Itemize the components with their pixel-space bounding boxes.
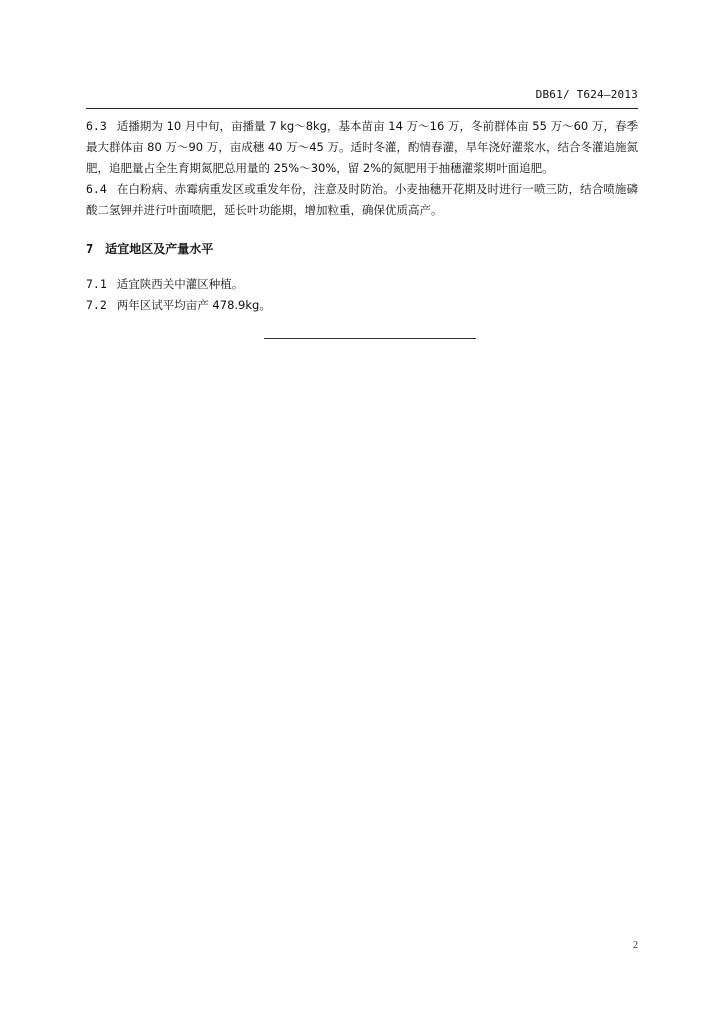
clause-text: 在白粉病、赤霉病重发区或重发年份，注意及时防治。小麦抽穗开花期及时进行一喷三防，结合喷施磷酸二氢钾并进行叶面喷肥，延长叶功能期，增加粒重，确保优质高产。	[86, 182, 638, 217]
clause-7-1	[86, 274, 638, 295]
clause-text: 适宜陕西关中灌区种植。	[116, 277, 244, 291]
clause-6-3	[86, 116, 638, 179]
clause-text: 两年区试平均亩产 478.9kg。	[116, 298, 271, 312]
page-number: 2	[633, 940, 638, 951]
clause-number: 6.3	[86, 119, 107, 133]
chapter-number: 7	[86, 242, 94, 256]
header-divider	[86, 108, 638, 109]
chapter-7-heading	[86, 239, 638, 260]
clause-text: 适播期为 10 月中旬，亩播量 7 kg～8kg，基本苗亩 14 万～16 万，冬前群体亩 55 万～60 万，春季最大群体亩 80 万～90 万，亩成穗 40 万～45 万。适时冬灌，酌情春灌，旱年浇好灌浆水，结合冬灌追施氮肥，追肥量占全生育期氮肥总用量的 25%～30%，留 2%的氮肥用于抽穗灌浆期叶面追肥。	[86, 119, 638, 175]
document-code: DB61/ T624—2013	[535, 88, 638, 101]
clause-number: 7.2	[86, 298, 107, 312]
end-of-document-line	[264, 338, 476, 339]
clause-number: 7.1	[86, 277, 107, 291]
chapter-title: 适宜地区及产量水平	[105, 242, 214, 256]
clause-6-4	[86, 179, 638, 221]
clause-number: 6.4	[86, 182, 107, 196]
clause-7-2	[86, 295, 638, 316]
document-body	[86, 116, 638, 316]
